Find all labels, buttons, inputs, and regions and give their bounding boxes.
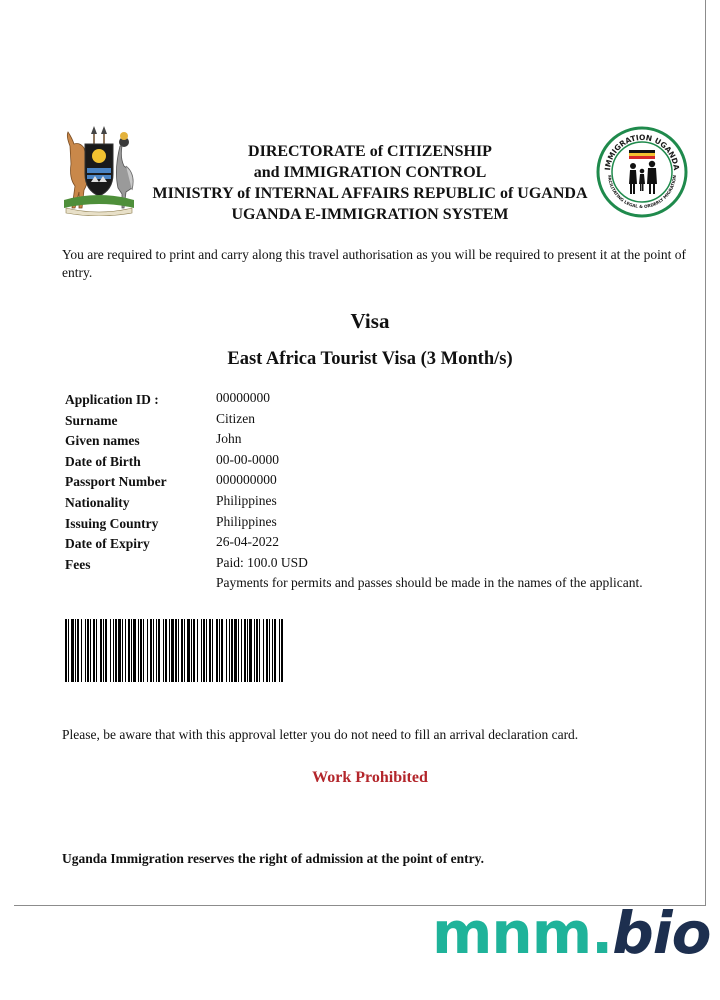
document-title: Visa bbox=[350, 309, 390, 333]
detail-row-given-names bbox=[65, 430, 675, 451]
detail-label: Date of Expiry bbox=[65, 536, 150, 552]
barcode-bar bbox=[122, 619, 123, 682]
header-line-2: and IMMIGRATION CONTROL bbox=[253, 164, 487, 181]
barcode-bar bbox=[191, 619, 192, 682]
barcode-bar bbox=[256, 619, 258, 682]
barcode-bar bbox=[163, 619, 164, 682]
barcode-bar bbox=[201, 619, 202, 682]
barcode-bar bbox=[216, 619, 218, 682]
immigration-uganda-seal-icon bbox=[596, 126, 688, 218]
header-line-4: UGANDA E-IMMIGRATION SYSTEM bbox=[231, 206, 509, 223]
barcode-bar bbox=[219, 619, 220, 682]
barcode-bar bbox=[90, 619, 91, 682]
barcode-bar bbox=[175, 619, 177, 682]
barcode-bar bbox=[87, 619, 89, 682]
barcode-bar bbox=[81, 619, 82, 682]
detail-value: Paid: 100.0 USD bbox=[216, 554, 308, 570]
barcode-bar bbox=[234, 619, 237, 682]
barcode-bar bbox=[226, 619, 227, 682]
visa-type: East Africa Tourist Visa (3 Month/s) bbox=[227, 349, 513, 369]
barcode-bar bbox=[150, 619, 152, 682]
barcode-bar bbox=[254, 619, 255, 682]
header-line-1: DIRECTORATE of CITIZENSHIP bbox=[248, 143, 492, 160]
detail-label: Issuing Country bbox=[65, 515, 159, 531]
barcode-bar bbox=[249, 619, 252, 682]
barcode-bar bbox=[187, 619, 190, 682]
detail-value: John bbox=[216, 431, 242, 447]
detail-value: 00-00-0000 bbox=[216, 451, 279, 467]
barcode-bar bbox=[153, 619, 154, 682]
detail-value: 26-04-2022 bbox=[216, 534, 279, 550]
barcode-bar bbox=[93, 619, 95, 682]
barcode-bar bbox=[203, 619, 205, 682]
barcode-bar bbox=[113, 619, 114, 682]
barcode-bar bbox=[209, 619, 211, 682]
detail-row-passport-number bbox=[65, 471, 675, 492]
document-header bbox=[140, 141, 600, 225]
barcode-bar bbox=[259, 619, 260, 682]
detail-row-nationality bbox=[65, 492, 675, 513]
barcode-bar bbox=[103, 619, 104, 682]
barcode-bar bbox=[229, 619, 230, 682]
barcode-bar bbox=[244, 619, 246, 682]
seal-bottom-text: FACILITATING LEGAL & ORDERLY MIGRATION bbox=[607, 174, 678, 210]
barcode-bar bbox=[193, 619, 195, 682]
detail-label: Given names bbox=[65, 433, 140, 449]
barcode-bar bbox=[165, 619, 167, 682]
barcode-bar bbox=[156, 619, 157, 682]
detail-label: Date of Birth bbox=[65, 453, 141, 469]
barcode-bar bbox=[169, 619, 170, 682]
barcode-bar bbox=[100, 619, 102, 682]
detail-label: Nationality bbox=[65, 494, 130, 510]
arrival-note: Please, be aware that with this approval letter you do not need to fill an arrival declaration card. bbox=[62, 727, 579, 742]
detail-label: Surname bbox=[65, 412, 118, 428]
barcode-bar bbox=[131, 619, 132, 682]
seal-top-text: IMMIGRATION UGANDA bbox=[603, 132, 682, 171]
barcode-bar bbox=[96, 619, 97, 682]
detail-row-application-id bbox=[65, 389, 675, 410]
barcode-bar bbox=[105, 619, 107, 682]
barcode-bar bbox=[140, 619, 142, 682]
barcode-image bbox=[65, 619, 285, 682]
barcode-bar bbox=[197, 619, 198, 682]
barcode-bar bbox=[125, 619, 126, 682]
detail-value: Philippines bbox=[216, 492, 277, 508]
barcode-bar bbox=[171, 619, 174, 682]
detail-value: Citizen bbox=[216, 410, 255, 426]
detail-row-issuing-country bbox=[65, 513, 675, 534]
barcode-bar bbox=[147, 619, 148, 682]
watermark-part-2: bio bbox=[612, 899, 711, 967]
header-line-3: MINISTRY of INTERNAL AFFAIRS REPUBLIC of UGANDA bbox=[152, 185, 588, 202]
barcode-bar bbox=[138, 619, 139, 682]
barcode-bar bbox=[184, 619, 185, 682]
barcode-bar bbox=[178, 619, 179, 682]
barcode-bar bbox=[158, 619, 160, 682]
barcode-bar bbox=[115, 619, 117, 682]
barcode-bar bbox=[272, 619, 273, 682]
barcode-bar bbox=[274, 619, 276, 682]
barcode-bar bbox=[206, 619, 207, 682]
barcode-bar bbox=[266, 619, 268, 682]
detail-row-date-of-birth bbox=[65, 451, 675, 472]
barcode-bar bbox=[181, 619, 183, 682]
admission-note: Uganda Immigration reserves the right of admission at the point of entry. bbox=[62, 851, 484, 866]
detail-value: 00000000 bbox=[216, 390, 270, 405]
detail-row-date-of-expiry bbox=[65, 533, 675, 554]
barcode-bar bbox=[269, 619, 270, 682]
detail-value: 000000000 bbox=[216, 472, 277, 488]
barcode-bar bbox=[241, 619, 242, 682]
barcode-bar bbox=[118, 619, 121, 682]
watermark-part-1: mnm. bbox=[432, 899, 613, 967]
barcode-bar bbox=[247, 619, 248, 682]
detail-label: Fees bbox=[65, 556, 91, 572]
applicant-details bbox=[65, 389, 675, 574]
barcode-bar bbox=[279, 619, 280, 682]
detail-row-surname bbox=[65, 410, 675, 431]
barcode-bar bbox=[221, 619, 223, 682]
barcode-bar bbox=[133, 619, 136, 682]
barcode-bar bbox=[212, 619, 213, 682]
barcode-bar bbox=[85, 619, 86, 682]
barcode-bar bbox=[68, 619, 69, 682]
barcode-bar bbox=[263, 619, 264, 682]
barcode-bar bbox=[65, 619, 67, 682]
barcode-bar bbox=[231, 619, 233, 682]
barcode-bar bbox=[71, 619, 74, 682]
print-instruction: You are required to print and carry along this travel authorisation as you will be required to present it at the point of entry. bbox=[62, 247, 686, 280]
detail-row-fees bbox=[65, 554, 675, 575]
barcode-bar bbox=[77, 619, 79, 682]
barcode-bar bbox=[75, 619, 76, 682]
work-status: Work Prohibited bbox=[312, 769, 428, 786]
barcode-bar bbox=[238, 619, 239, 682]
uganda-coat-of-arms-icon bbox=[56, 126, 142, 216]
barcode-bar bbox=[128, 619, 130, 682]
barcode-bar bbox=[281, 619, 283, 682]
detail-value: Philippines bbox=[216, 513, 277, 529]
payment-note: Payments for permits and passes should be made in the names of the applicant. bbox=[216, 575, 643, 590]
detail-label: Passport Number bbox=[65, 474, 167, 490]
barcode-bar bbox=[110, 619, 111, 682]
barcode-bar bbox=[143, 619, 144, 682]
detail-label: Application ID : bbox=[65, 392, 159, 407]
site-watermark bbox=[432, 893, 710, 973]
